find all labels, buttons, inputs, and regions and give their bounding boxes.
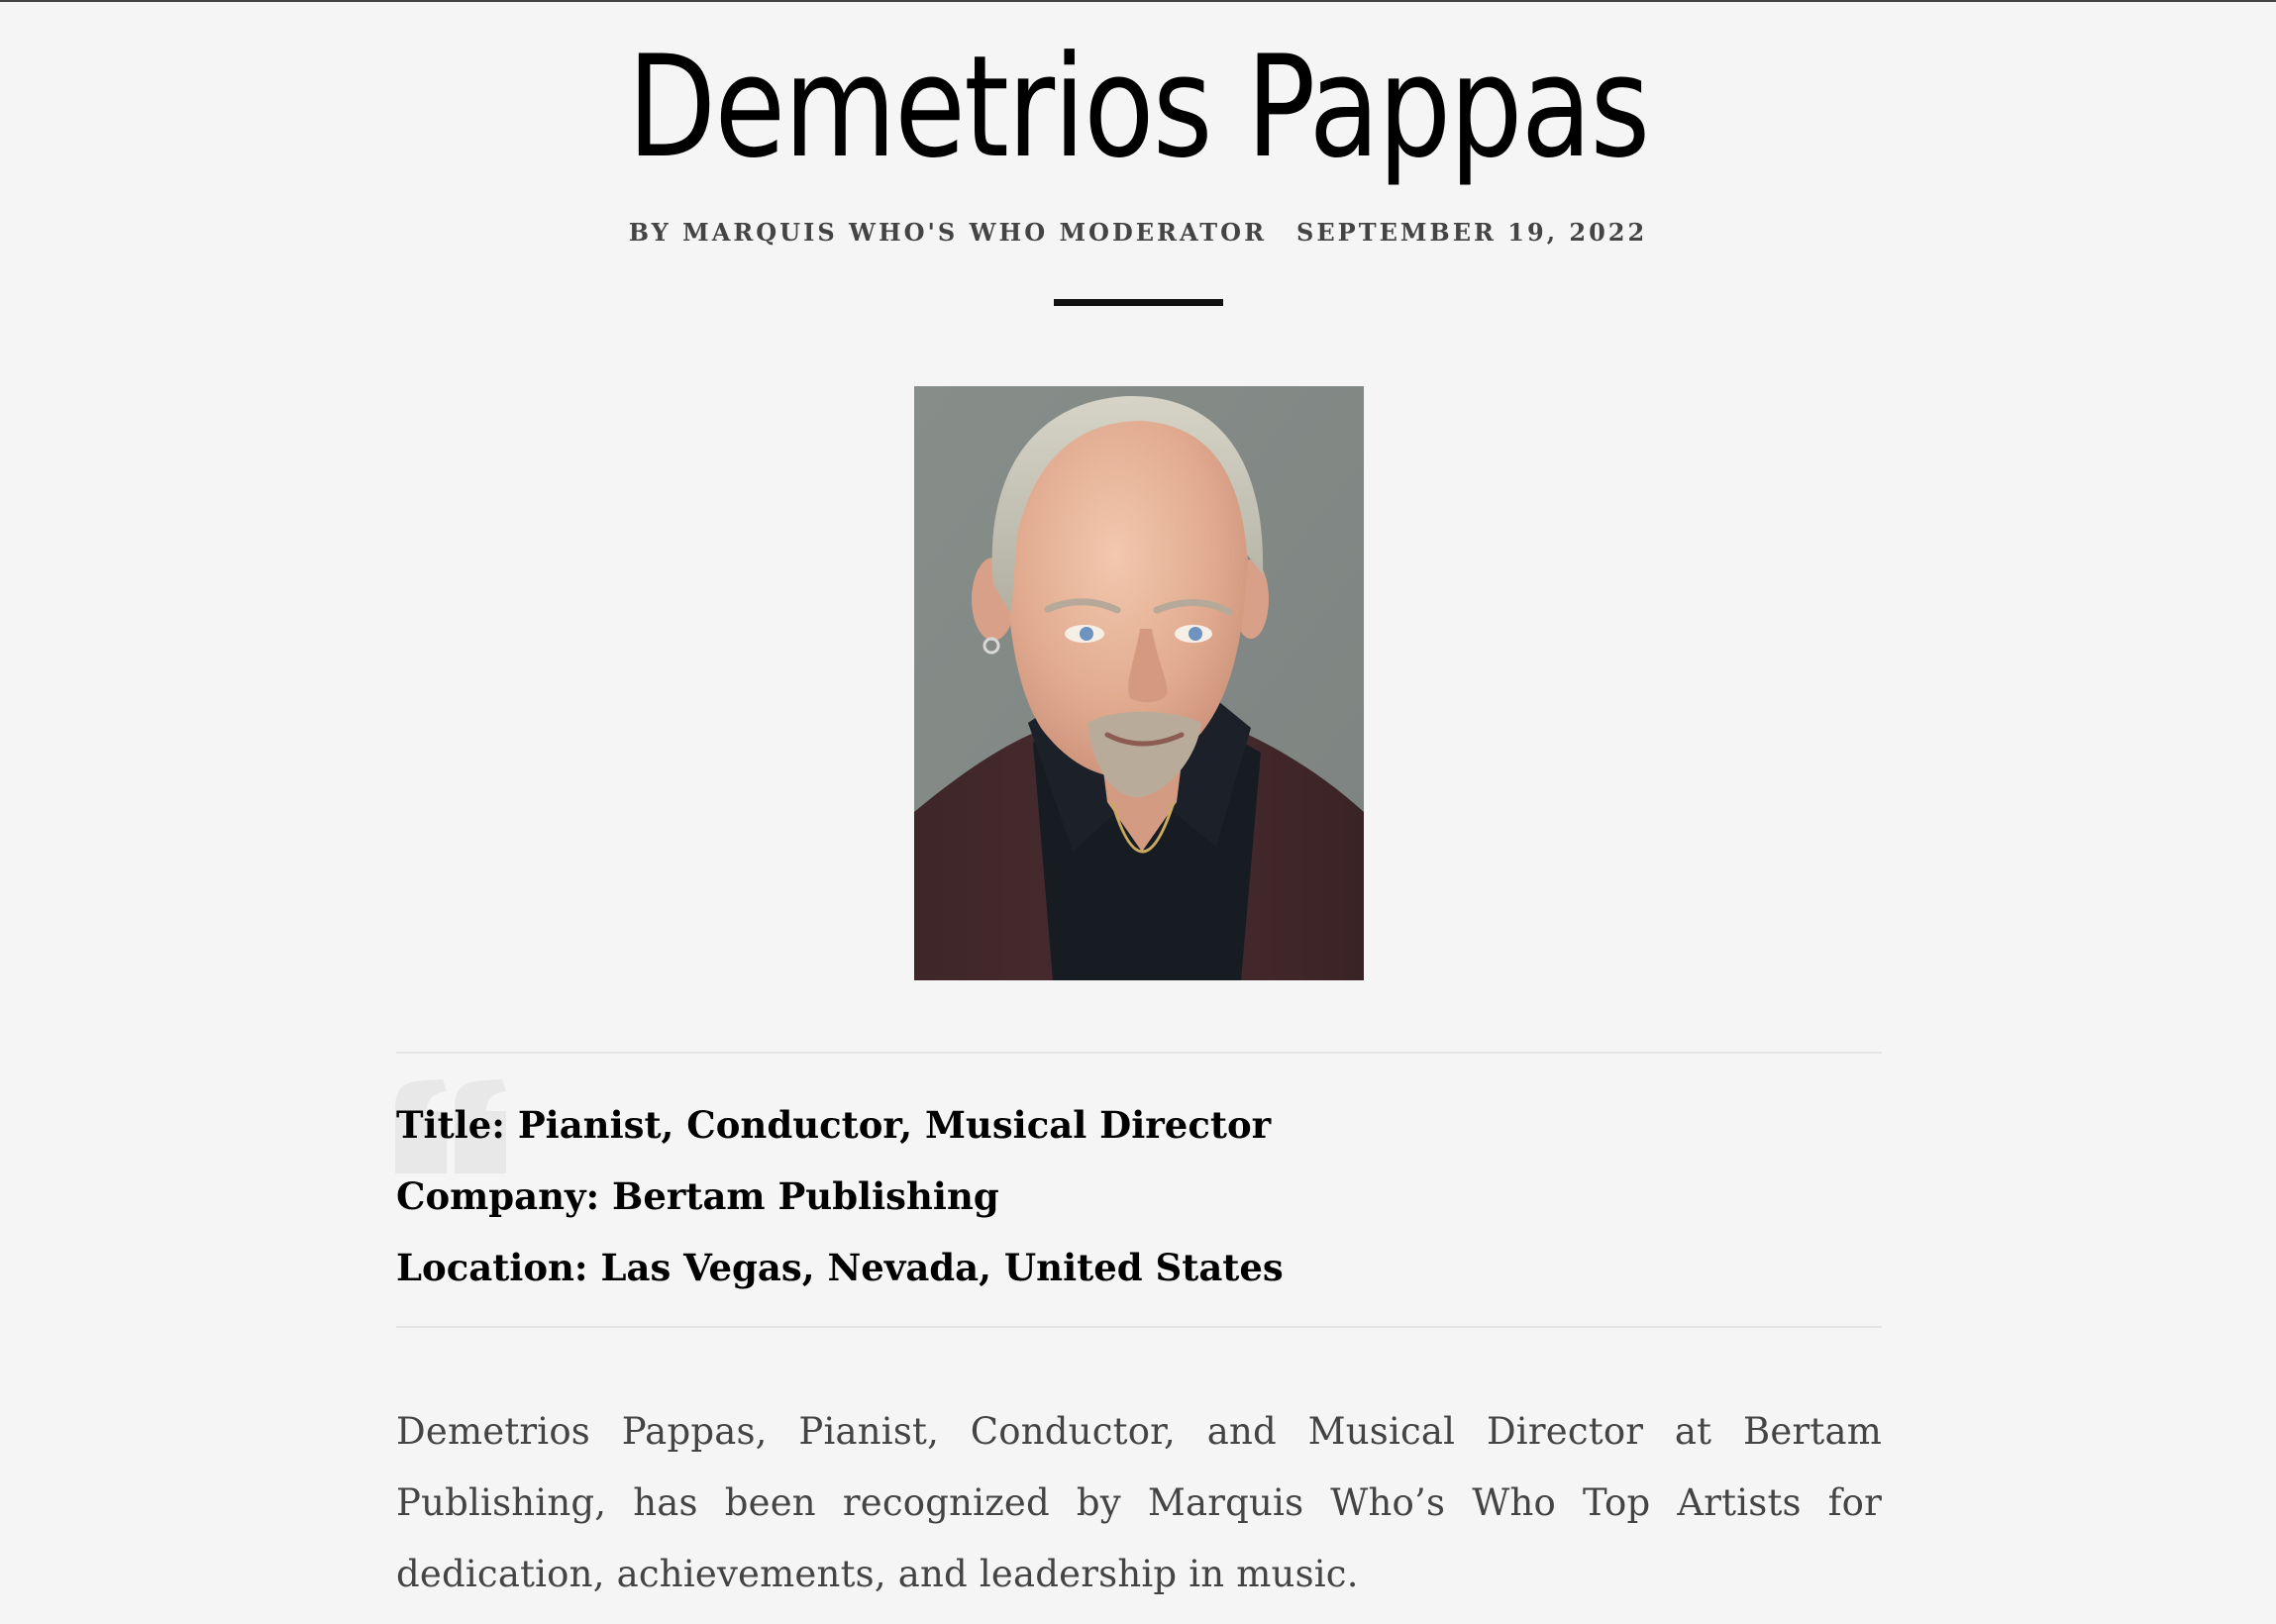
- post-meta: [0, 217, 2276, 249]
- profile-title: Title: Pianist, Conductor, Musical Director: [396, 1103, 1272, 1147]
- profile-location: Location: Las Vegas, Nevada, United States: [396, 1246, 1284, 1289]
- portrait-image: [914, 386, 1364, 980]
- profile-info: [396, 1089, 1882, 1303]
- post-date[interactable]: SEPTEMBER 19, 2022: [1296, 218, 1648, 247]
- profile-company: Company: Bertam Publishing: [396, 1174, 999, 1218]
- article-paragraph: Demetrios Pappas, Pianist, Conductor, and Musical Director at Bertam Publishing, has been recognized by Marquis Who’s Who Top Artists for dedication, achievements, and leadership in music.: [396, 1410, 1882, 1595]
- byline-link[interactable]: BY MARQUIS WHO'S WHO MODERATOR: [628, 218, 1268, 247]
- page-title: Demetrios Pappas: [627, 26, 1649, 189]
- info-bottom-divider: [396, 1326, 1882, 1328]
- top-border: [0, 0, 2276, 2]
- info-top-divider: [396, 1052, 1882, 1054]
- title-divider: [1054, 299, 1223, 306]
